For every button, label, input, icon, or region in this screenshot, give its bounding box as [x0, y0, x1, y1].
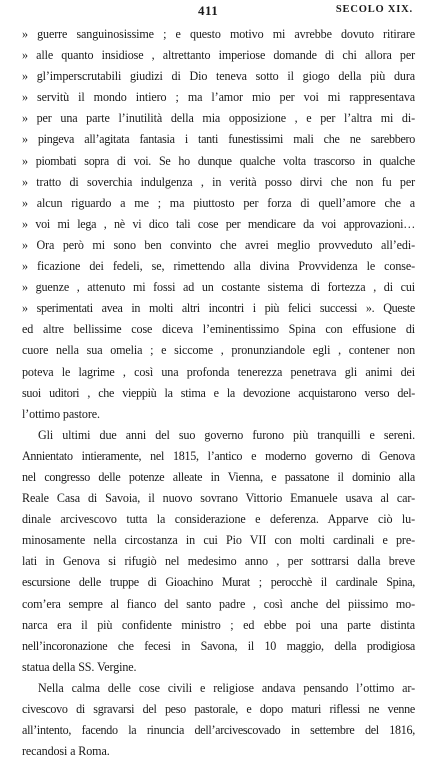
paragraph-start: Gli ultimi due anni del suo governo furono più tranquilli e sereni. — [38, 427, 415, 442]
text-line: » Ora però mi sono ben convinto che avrei meglio provveduto all’edi- — [22, 237, 415, 252]
text-line: » piombati sopra di voi. Se ho dunque qualche volta trascorso in qualche — [22, 153, 415, 168]
paragraph-start: Nella calma delle cose civili e religiose andava pensando l’ottimo ar- — [38, 680, 415, 695]
text-line: » tratto di soverchia indulgenza , in verità posso dirvi che non fu per — [22, 174, 415, 189]
text-line: escursione delle truppe di Gioachino Murat ; perocchè il cardinale Spina, — [22, 575, 415, 590]
text-line: l’ottimo pastore. — [22, 406, 100, 421]
text-line: suoi uditori , che vieppiù la stima e la devozione acquistarono verso del- — [22, 385, 415, 400]
text-line: narca era il più confidente ministro ; ed ebbe poi una parte distinta — [22, 617, 415, 632]
text-line: nell’incoronazione che fecesi in Savona, il 10 maggio, della prodigiosa — [22, 638, 415, 653]
text-line: minosamente nella circostanza in cui Pio VII con molti cardinali e pre- — [22, 533, 415, 548]
text-line: statua della SS. Vergine. — [22, 659, 137, 674]
text-line: poteva le lagrime , così una profonda tenerezza penetrava gli animi dei — [22, 364, 415, 379]
text-line: » gl’imperscrutabili giudizi di Dio teneva sotto il giogo della più dura — [22, 69, 415, 84]
text-line: » servitù il mondo intiero ; ma l’amor mio per voi mi rappresentava — [22, 90, 415, 105]
text-line: lati in Genova si rifugiò nel medesimo anno , per sottrarsi dalla breve — [22, 554, 415, 569]
text-line: recandosi a Roma. — [22, 744, 110, 759]
text-line: cuore nella sua omelia ; e siccome , pronunziandole egli , contener non — [22, 343, 415, 358]
text-line: Annientato intieramente, nel 1815, l’antico e moderno governo di Genova — [22, 448, 415, 463]
text-line: » sperimentati avea in molti altri incontri i più felici successi ». Queste — [22, 301, 415, 316]
text-line: civescovo di sgravarsi del peso pastorale, e dopo maturi riflessi ne venne — [22, 702, 415, 716]
text-line: » alle quanto insidiose , altrettanto imperiose domande di chi allora per — [22, 48, 415, 63]
text-line: » pingeva all’agitata fantasia i tanti funestissimi mali che ne sarebbero — [22, 132, 415, 147]
text-line: » alcun riguardo a me ; ma piuttosto per forza di quell’amore che a — [22, 195, 415, 210]
text-line: » guerre sanguinosissime ; e questo motivo mi avrebbe dovuto ritirare — [22, 27, 415, 41]
page-number: 411 — [198, 3, 219, 18]
text-line: » per una parte l’inutilità della mia opposizione , e per l’altra mi di- — [22, 111, 415, 126]
text-line: nel congresso delle potenze alleate in Vienna, e passatone il dominio alla — [22, 469, 415, 484]
text-line: dinale arcivescovo tutta la considerazione e deferenza. Apparve ciò lu- — [22, 512, 415, 527]
text-line: com’era sempre al fianco del santo padre , così anche del piissimo mo- — [22, 596, 415, 611]
text-line: » voi mi lega , nè vi dico tali cose per mendicare da voi approvazioni… — [22, 216, 415, 231]
text-line: ed altre bellissime cose diceva l’eminentissimo Spina con effusione di — [22, 322, 415, 337]
running-head — [0, 3, 431, 21]
text-line: » ficazione dei fedeli, se, rimettendo alla divina Provvidenza le conse- — [22, 259, 415, 274]
text-line: Reale Casa di Savoia, il nuovo sovrano Vittorio Emanuele usava al car- — [22, 491, 415, 506]
text-line: all’intento, facendo la rinuncia dell’arcivescovado in settembre del 1816, — [22, 723, 415, 738]
section-title: SECOLO XIX. — [335, 4, 413, 15]
body-text — [22, 24, 415, 762]
text-line: » guenze , attenuto mi fossi ad un costante sistema di fortezza , di cui — [22, 280, 415, 295]
